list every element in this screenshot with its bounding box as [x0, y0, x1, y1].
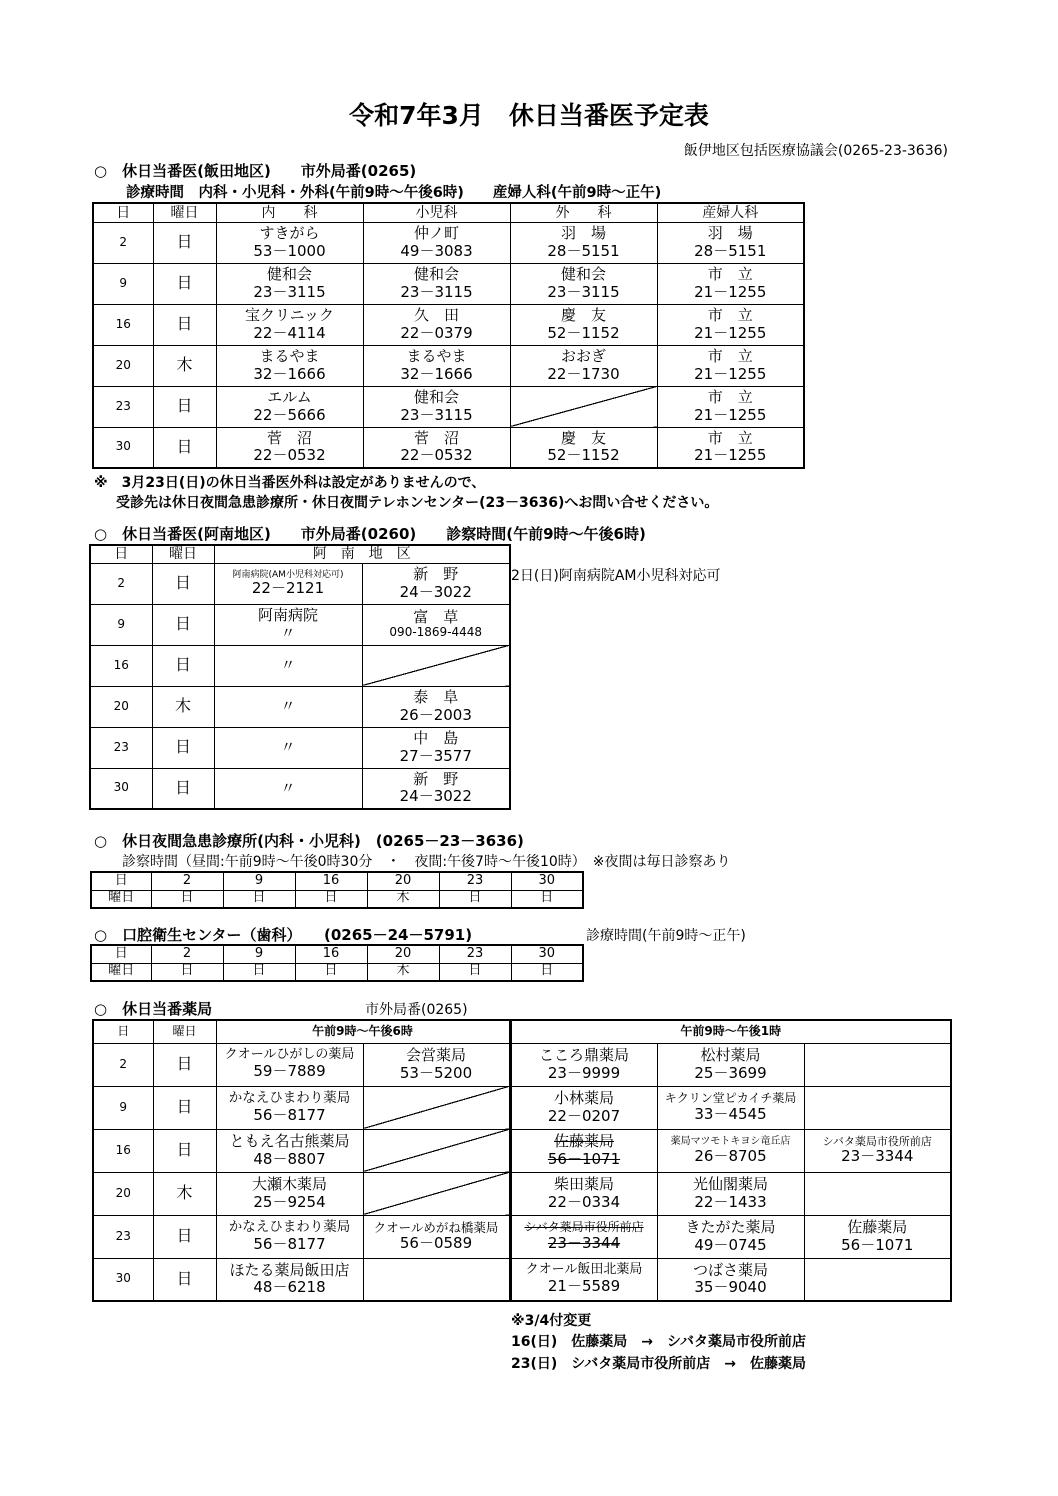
pharmacy-cell: 薬局マツモトキヨシ竜丘店 26－8705 — [657, 1129, 804, 1172]
pharmacy-cell: ともえ名古熊薬局 48－8807 — [216, 1129, 363, 1172]
clinic-cell: 菅 沼 22－0532 — [216, 427, 363, 468]
clinic-cell: 新 野 24－3022 — [362, 768, 510, 809]
pharmacy-cell: きたがた薬局 49－0745 — [657, 1215, 804, 1258]
night-table — [90, 871, 584, 909]
header-pediatrics: 小児科 — [363, 203, 510, 222]
page-title: 令和7年3月 休日当番医予定表 — [349, 101, 709, 130]
dow-cell: 日 — [152, 563, 214, 604]
pharmacy-cell: 大瀬木薬局 25－9254 — [216, 1172, 363, 1215]
night-day: 20 — [367, 872, 439, 890]
dow-cell: 日 — [153, 1043, 216, 1086]
dental-day: 9 — [223, 945, 295, 963]
dow-cell: 日 — [153, 1086, 216, 1129]
clinic-cell: 阿南病院 〃 — [214, 604, 362, 645]
header-day: 日 — [93, 203, 153, 222]
clinic-cell: 中 島 27－3577 — [362, 727, 510, 768]
clinic-cell: まるやま 32－1666 — [363, 345, 510, 386]
clinic-cell: 健和会 23－3115 — [363, 386, 510, 427]
dow-cell: 木 — [152, 686, 214, 727]
table-row — [93, 1129, 951, 1172]
iida-note-1: ※ 3月23日(日)の休日当番医外科は設定がありませんので、 — [94, 475, 486, 491]
dental-dow: 日 — [223, 963, 295, 981]
header-day: 日 — [90, 545, 152, 563]
clinic-cell: 羽 場 28－5151 — [657, 222, 804, 263]
night-day: 16 — [295, 872, 367, 890]
clinic-cell: すきがら 53－1000 — [216, 222, 363, 263]
pharmacy-cell-struck: 佐藤薬局 56－1071 — [510, 1129, 657, 1172]
pharmacy-cell-empty — [804, 1086, 951, 1129]
dow-cell: 日 — [152, 768, 214, 809]
day-cell: 9 — [93, 1086, 153, 1129]
dental-dow: 日 — [511, 963, 583, 981]
table-row — [90, 645, 510, 686]
day-cell: 9 — [90, 604, 152, 645]
night-dow: 日 — [151, 890, 223, 908]
night-dow: 木 — [367, 890, 439, 908]
anan-heading: ○ 休日当番医(阿南地区) 市外局番(0260) 診察時間(午前9時～午後6時) — [94, 525, 646, 543]
dental-day: 23 — [439, 945, 511, 963]
dow-cell: 日 — [153, 304, 216, 345]
dental-day: 2 — [151, 945, 223, 963]
empty-diagonal-cell — [363, 1172, 510, 1215]
table-row — [93, 1172, 951, 1215]
clinic-cell: おおぎ 22－1730 — [510, 345, 657, 386]
night-header-dow: 曜日 — [91, 890, 151, 908]
header-9-to-1: 午前9時～午後1時 — [510, 1020, 951, 1043]
dow-cell: 日 — [153, 386, 216, 427]
pharmacy-area-code: 市外局番(0265) — [365, 1002, 468, 1018]
night-day: 9 — [223, 872, 295, 890]
header-9-to-6: 午前9時～午後6時 — [216, 1020, 510, 1043]
table-row — [93, 1215, 951, 1258]
dow-cell: 日 — [153, 1129, 216, 1172]
night-day: 23 — [439, 872, 511, 890]
night-dow: 日 — [223, 890, 295, 908]
pharmacy-cell: シバタ薬局市役所前店 23－3344 — [804, 1129, 951, 1172]
empty-diagonal-cell — [510, 386, 657, 427]
clinic-cell: 〃 — [214, 645, 362, 686]
day-cell: 16 — [93, 304, 153, 345]
night-heading: ○ 休日夜間急患診療所(内科・小児科) (0265－23－3636) — [94, 832, 524, 850]
day-cell: 30 — [93, 1258, 153, 1301]
night-header-day: 日 — [91, 872, 151, 890]
dow-cell: 日 — [153, 222, 216, 263]
clinic-cell: 健和会 23－3115 — [510, 263, 657, 304]
iida-note-2: 受診先は休日夜間急患診療所・休日夜間テレホンセンター(23－3636)へお問い合せください。 — [116, 495, 719, 511]
table-row — [93, 1258, 951, 1301]
day-cell: 30 — [93, 427, 153, 468]
iida-hours: 診療時間 内科・小児科・外科(午前9時～午後6時) 産婦人科(午前9時～正午) — [126, 185, 662, 201]
dental-day: 20 — [367, 945, 439, 963]
night-dow: 日 — [439, 890, 511, 908]
night-day: 30 — [511, 872, 583, 890]
empty-diagonal-cell — [362, 645, 510, 686]
clinic-cell: エルム 22－5666 — [216, 386, 363, 427]
dental-header-dow: 曜日 — [91, 963, 151, 981]
dental-dow: 日 — [295, 963, 367, 981]
night-dow: 日 — [295, 890, 367, 908]
change-line-2: 23(日) シバタ薬局市役所前店 → 佐藤薬局 — [511, 1356, 807, 1372]
day-cell: 23 — [93, 386, 153, 427]
table-row — [90, 686, 510, 727]
empty-diagonal-cell — [363, 1086, 510, 1129]
pharmacy-cell: かなえひまわり薬局 56－8177 — [216, 1086, 363, 1129]
clinic-cell: 宝クリニック 22－4114 — [216, 304, 363, 345]
pharmacy-cell: クオールめがね橋薬局 56－0589 — [363, 1215, 510, 1258]
organization-info: 飯伊地区包括医療協議会(0265-23-3636) — [683, 143, 948, 159]
pharmacy-cell: 松村薬局 25－3699 — [657, 1043, 804, 1086]
pharmacy-cell-empty — [804, 1172, 951, 1215]
pharmacy-cell: こころ鼎薬局 23－9999 — [510, 1043, 657, 1086]
clinic-cell: 菅 沼 22－0532 — [363, 427, 510, 468]
day-cell: 2 — [93, 222, 153, 263]
pharmacy-cell: クオール飯田北薬局 21－5589 — [510, 1258, 657, 1301]
pharmacy-cell: クオールひがしの薬局 59－7889 — [216, 1043, 363, 1086]
header-obgyn: 産婦人科 — [657, 203, 804, 222]
dow-cell: 木 — [153, 345, 216, 386]
clinic-cell: まるやま 32－1666 — [216, 345, 363, 386]
clinic-cell: 仲ノ町 49－3083 — [363, 222, 510, 263]
day-cell: 20 — [93, 345, 153, 386]
pharmacy-cell: 佐藤薬局 56－1071 — [804, 1215, 951, 1258]
table-row — [93, 304, 804, 345]
day-cell: 9 — [93, 263, 153, 304]
clinic-cell: 〃 — [214, 686, 362, 727]
clinic-cell: 健和会 23－3115 — [216, 263, 363, 304]
dow-cell: 日 — [153, 427, 216, 468]
pharmacy-cell: 柴田薬局 22－0334 — [510, 1172, 657, 1215]
day-cell: 30 — [90, 768, 152, 809]
dental-day: 16 — [295, 945, 367, 963]
anan-table — [89, 544, 511, 810]
dental-heading: ○ 口腔衛生センター（歯科） (0265－24－5791) — [94, 926, 473, 944]
pharmacy-cell: かなえひまわり薬局 56－8177 — [216, 1215, 363, 1258]
night-dow: 日 — [511, 890, 583, 908]
day-cell: 20 — [90, 686, 152, 727]
day-cell: 16 — [93, 1129, 153, 1172]
dow-cell: 木 — [153, 1172, 216, 1215]
clinic-cell: 羽 場 28－5151 — [510, 222, 657, 263]
clinic-cell: 〃 — [214, 768, 362, 809]
iida-table — [92, 202, 805, 469]
pharmacy-cell: つばさ薬局 35－9040 — [657, 1258, 804, 1301]
iida-heading: ○ 休日当番医(飯田地区) 市外局番(0265) — [94, 162, 417, 180]
pharmacy-cell: 光仙閣薬局 22－1433 — [657, 1172, 804, 1215]
dental-hours: 診療時間(午前9時～正午) — [586, 928, 746, 944]
pharmacy-cell: 会営薬局 53－5200 — [363, 1043, 510, 1086]
day-cell: 23 — [90, 727, 152, 768]
table-row — [93, 386, 804, 427]
dental-dow: 日 — [439, 963, 511, 981]
table-row — [90, 563, 510, 604]
pharmacy-heading: ○ 休日当番薬局 — [94, 1000, 213, 1018]
clinic-cell: 久 田 22－0379 — [363, 304, 510, 345]
header-dow: 曜日 — [153, 203, 216, 222]
clinic-cell: 〃 — [214, 727, 362, 768]
table-row — [93, 222, 804, 263]
dow-cell: 日 — [152, 604, 214, 645]
night-day: 2 — [151, 872, 223, 890]
clinic-cell: 市 立 21－1255 — [657, 345, 804, 386]
dow-cell: 日 — [152, 727, 214, 768]
dental-dow: 日 — [151, 963, 223, 981]
table-row — [93, 345, 804, 386]
empty-diagonal-cell — [363, 1129, 510, 1172]
pharmacy-cell: ほたる薬局飯田店 48－6218 — [216, 1258, 363, 1301]
table-row — [93, 1043, 951, 1086]
table-row — [93, 1086, 951, 1129]
header-internal: 内 科 — [216, 203, 363, 222]
dental-header-day: 日 — [91, 945, 151, 963]
dow-cell: 日 — [153, 1258, 216, 1301]
dental-table — [90, 944, 584, 982]
dental-dow: 木 — [367, 963, 439, 981]
anan-side-note: 2日(日)阿南病院AM小児科対応可 — [511, 568, 721, 584]
table-row — [93, 427, 804, 468]
clinic-cell: 阿南病院(AM小児科対応可) 22－2121 — [214, 563, 362, 604]
clinic-cell: 新 野 24－3022 — [362, 563, 510, 604]
pharmacy-cell-empty — [363, 1258, 510, 1301]
pharmacy-cell-empty — [804, 1043, 951, 1086]
day-cell: 16 — [90, 645, 152, 686]
clinic-cell: 富 草 090-1869-4448 — [362, 604, 510, 645]
header-dow: 曜日 — [153, 1020, 216, 1043]
header-anan-area: 阿 南 地 区 — [214, 545, 510, 563]
pharmacy-cell: 小林薬局 22－0207 — [510, 1086, 657, 1129]
day-cell: 23 — [93, 1215, 153, 1258]
clinic-cell: 健和会 23－3115 — [363, 263, 510, 304]
header-day: 日 — [93, 1020, 153, 1043]
clinic-cell: 市 立 21－1255 — [657, 304, 804, 345]
table-row — [90, 727, 510, 768]
table-row — [93, 263, 804, 304]
clinic-cell: 市 立 21－1255 — [657, 263, 804, 304]
dental-day: 30 — [511, 945, 583, 963]
clinic-cell: 市 立 21－1255 — [657, 386, 804, 427]
night-hours: 診察時間（昼間:午前9時～午後0時30分 ・ 夜間:午後7時～午後10時） ※夜間は毎日診察あり — [122, 854, 731, 870]
table-row — [90, 768, 510, 809]
pharmacy-cell: キクリン堂ピカイチ薬局 33－4545 — [657, 1086, 804, 1129]
clinic-cell: 慶 友 52－1152 — [510, 304, 657, 345]
pharmacy-cell-empty — [804, 1258, 951, 1301]
day-cell: 2 — [93, 1043, 153, 1086]
day-cell: 20 — [93, 1172, 153, 1215]
table-row — [90, 604, 510, 645]
clinic-cell: 泰 阜 26－2003 — [362, 686, 510, 727]
change-title: ※3/4付変更 — [511, 1313, 592, 1329]
header-surgery: 外 科 — [510, 203, 657, 222]
dow-cell: 日 — [153, 1215, 216, 1258]
pharmacy-cell-struck: シバタ薬局市役所前店 23－3344 — [510, 1215, 657, 1258]
clinic-cell: 市 立 21－1255 — [657, 427, 804, 468]
day-cell: 2 — [90, 563, 152, 604]
dow-cell: 日 — [152, 645, 214, 686]
pharmacy-table — [92, 1019, 952, 1302]
change-line-1: 16(日) 佐藤薬局 → シバタ薬局市役所前店 — [511, 1334, 807, 1350]
header-dow: 曜日 — [152, 545, 214, 563]
dow-cell: 日 — [153, 263, 216, 304]
clinic-cell: 慶 友 52－1152 — [510, 427, 657, 468]
